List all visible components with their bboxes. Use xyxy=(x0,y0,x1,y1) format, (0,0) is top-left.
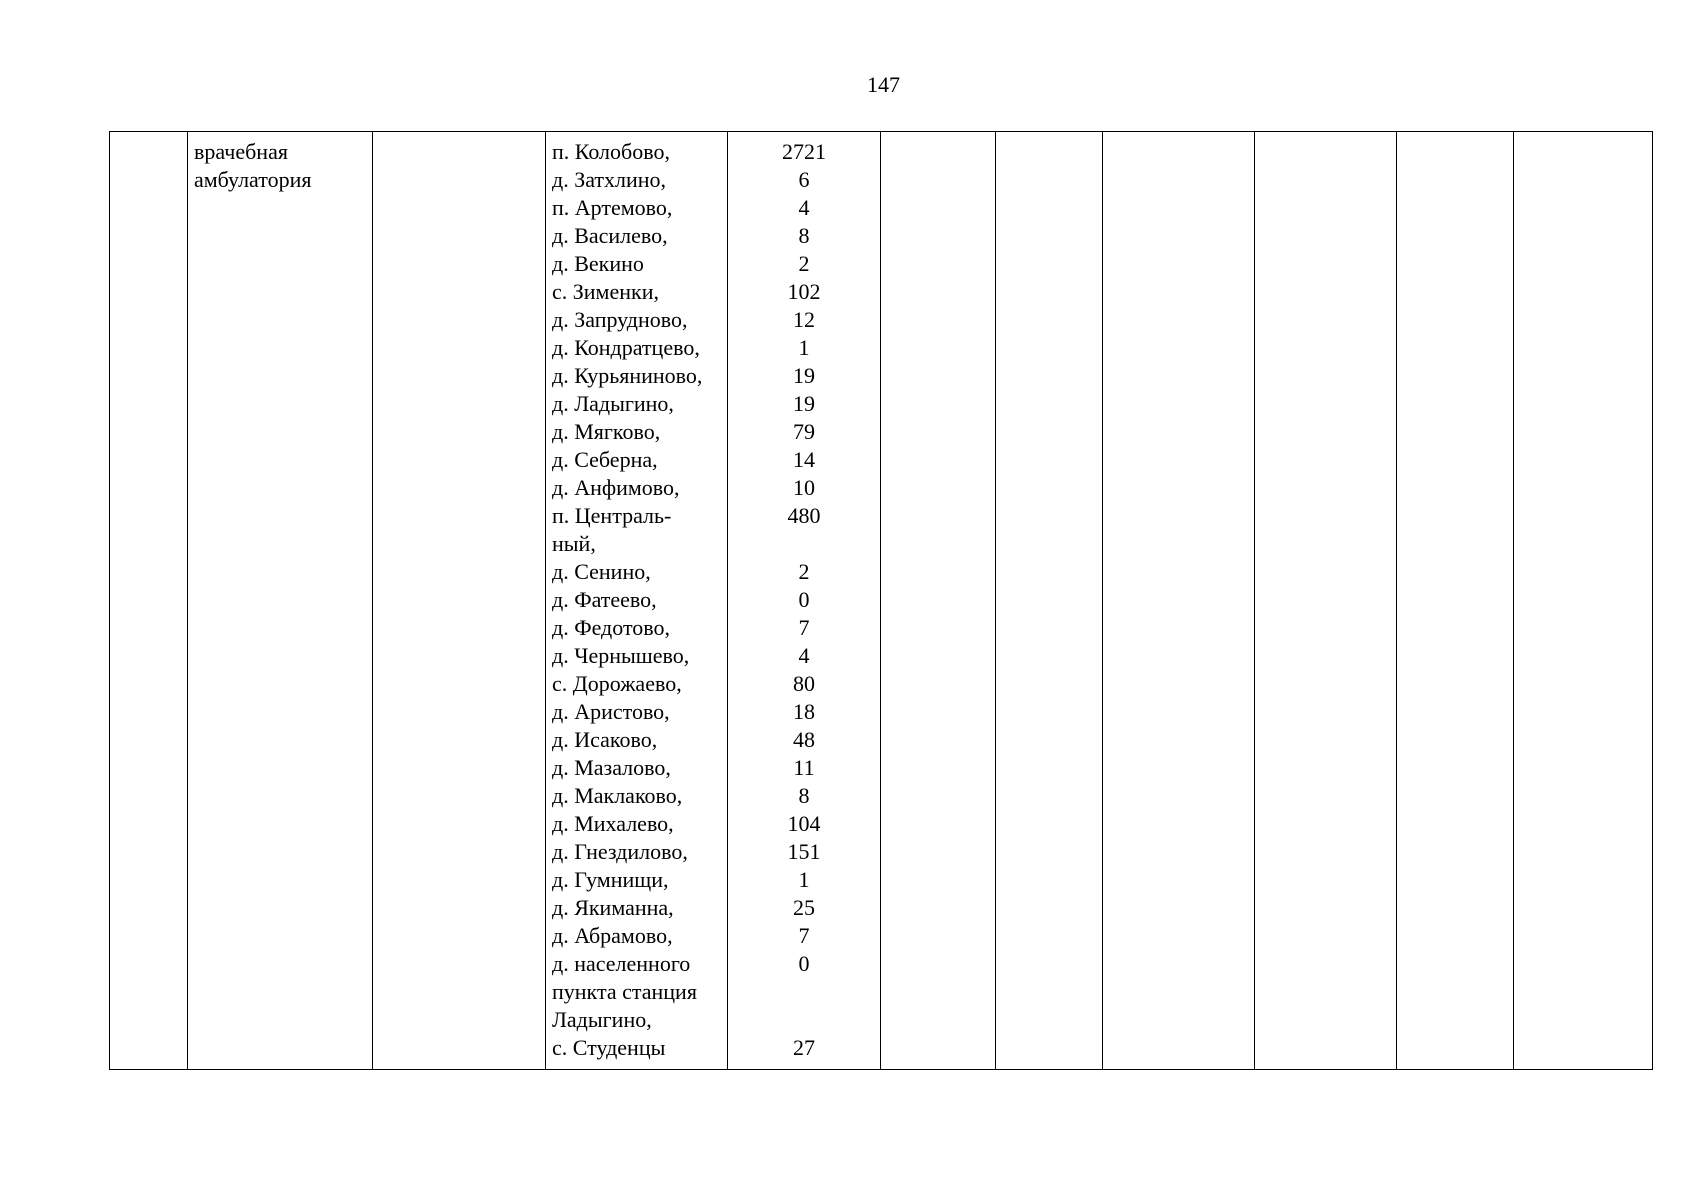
empty-cell xyxy=(373,132,546,1070)
settlement-name: п. Централь- xyxy=(552,503,672,528)
population-count: 18 xyxy=(793,699,815,724)
population-counts-cell xyxy=(728,132,881,1070)
population-count: 8 xyxy=(798,223,810,248)
population-count: 4 xyxy=(798,195,810,220)
population-count xyxy=(734,1006,874,1034)
population-count: 19 xyxy=(793,363,815,388)
empty-cell-number xyxy=(110,132,188,1070)
settlement-name: д. Маклаково, xyxy=(552,783,683,808)
population-count: 10 xyxy=(793,475,815,500)
population-count: 4 xyxy=(798,643,810,668)
population-count: 1 xyxy=(798,335,810,360)
settlement-name: с. Дорожаево, xyxy=(552,671,682,696)
facility-type-cell xyxy=(188,132,373,1070)
population-count: 25 xyxy=(793,895,815,920)
population-count: 2 xyxy=(798,251,810,276)
settlement-name: д. Гнездилово, xyxy=(552,839,688,864)
settlement-name: д. Якиманна, xyxy=(552,895,674,920)
facility-type-line: амбулатория xyxy=(194,167,312,192)
settlement-name: д. населенного xyxy=(552,951,691,976)
empty-cell xyxy=(1103,132,1255,1070)
population-count xyxy=(734,530,874,558)
settlement-name: д. Чернышево, xyxy=(552,643,690,668)
settlement-names-cell xyxy=(546,132,728,1070)
population-count: 12 xyxy=(793,307,815,332)
settlement-name: д. Мазалово, xyxy=(552,755,671,780)
settlement-name: д. Векино xyxy=(552,251,644,276)
population-count: 11 xyxy=(793,755,815,780)
settlement-name: ный, xyxy=(552,531,596,556)
population-count: 80 xyxy=(793,671,815,696)
population-count: 1 xyxy=(798,867,810,892)
population-count: 79 xyxy=(793,419,815,444)
settlement-name: п. Колобово, xyxy=(552,139,670,164)
empty-cell xyxy=(1255,132,1397,1070)
settlement-name: д. Исаково, xyxy=(552,727,658,752)
settlement-name: д. Абрамово, xyxy=(552,923,673,948)
population-count: 8 xyxy=(798,783,810,808)
population-count: 6 xyxy=(798,167,810,192)
settlement-name: с. Зименки, xyxy=(552,279,659,304)
settlement-name: д. Аристово, xyxy=(552,699,670,724)
empty-cell xyxy=(1397,132,1514,1070)
settlement-name: д. Гумнищи, xyxy=(552,867,669,892)
settlement-name: д. Запрудново, xyxy=(552,307,688,332)
settlement-name: п. Артемово, xyxy=(552,195,673,220)
table-row xyxy=(110,132,1653,1070)
population-count: 2 xyxy=(798,559,810,584)
settlement-name: пункта станция xyxy=(552,979,697,1004)
settlement-name: Ладыгино, xyxy=(552,1007,652,1032)
population-count: 104 xyxy=(787,811,821,836)
settlement-name: д. Мягково, xyxy=(552,419,661,444)
population-count: 102 xyxy=(787,279,821,304)
population-count: 151 xyxy=(787,839,821,864)
population-count: 19 xyxy=(793,391,815,416)
settlement-name: д. Затхлино, xyxy=(552,167,667,192)
empty-cell xyxy=(1514,132,1653,1070)
settlement-name: д. Сенино, xyxy=(552,559,651,584)
population-count: 2721 xyxy=(782,139,826,164)
population-count: 7 xyxy=(798,615,810,640)
population-count: 0 xyxy=(798,587,810,612)
settlement-name: д. Василево, xyxy=(552,223,668,248)
settlement-name: д. Анфимово, xyxy=(552,475,680,500)
settlement-name: д. Михалево, xyxy=(552,811,674,836)
empty-cell xyxy=(881,132,996,1070)
empty-cell xyxy=(996,132,1103,1070)
settlement-name: д. Федотово, xyxy=(552,615,671,640)
settlement-name: д. Фатеево, xyxy=(552,587,657,612)
population-count: 0 xyxy=(798,951,810,976)
facility-type-line: врачебная xyxy=(194,139,288,164)
population-count xyxy=(734,978,874,1006)
population-count: 480 xyxy=(787,503,821,528)
settlement-name: д. Кондратцево, xyxy=(552,335,700,360)
population-count: 14 xyxy=(793,447,815,472)
page-number: 147 xyxy=(867,72,900,97)
settlement-name: д. Себерна, xyxy=(552,447,658,472)
population-count: 48 xyxy=(793,727,815,752)
settlement-name: с. Студенцы xyxy=(552,1035,666,1060)
population-count: 27 xyxy=(793,1035,815,1060)
settlement-name: д. Ладыгино, xyxy=(552,391,674,416)
data-table xyxy=(109,131,1653,1070)
settlement-name: д. Курьяниново, xyxy=(552,363,703,388)
population-count: 7 xyxy=(798,923,810,948)
